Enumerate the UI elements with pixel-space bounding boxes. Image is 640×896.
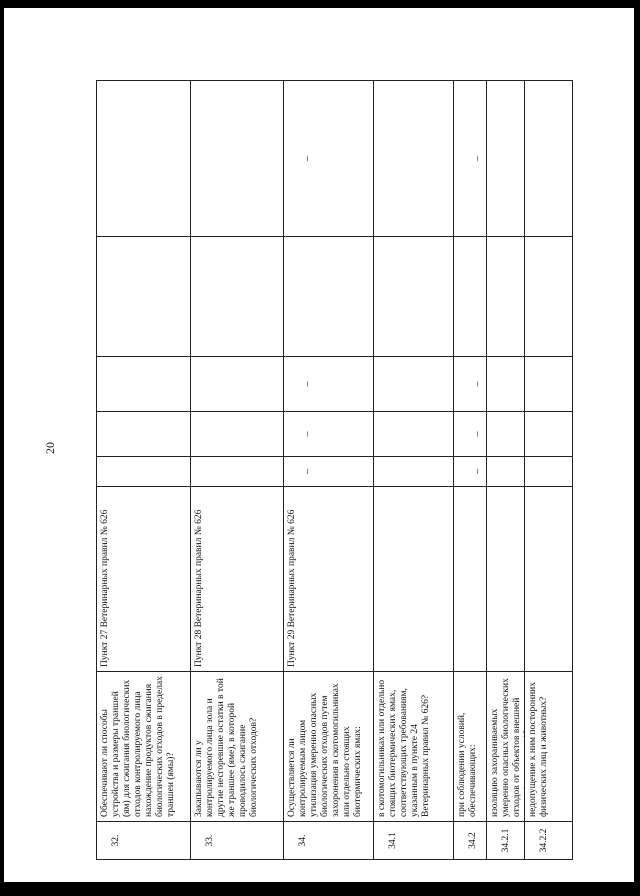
answer-mark-cell — [191, 237, 283, 357]
table-row — [284, 80, 374, 860]
scan-border-top — [0, 0, 640, 8]
answer-mark-cell — [191, 457, 283, 487]
legal-reference-cell: Пункт 27 Ветеринарных правил № 626 — [97, 487, 190, 672]
answer-mark-cell — [191, 80, 283, 237]
answer-mark-cell — [487, 412, 524, 457]
answer-mark-cell — [191, 357, 283, 412]
answer-mark-cell: – — [284, 357, 373, 412]
legal-reference-cell — [454, 487, 486, 672]
answer-mark-cell — [284, 237, 373, 357]
question-cell: Обеспечивают ли способы устройства и размеры траншей (ям) для сжигания биологических отходов контролируемого лица нахождение продуктов сжигания биологических отходов в пределах траншеи (ямы)? — [97, 672, 190, 822]
answer-mark-cell: – — [454, 412, 486, 457]
row-number-cell: 34.2 — [454, 822, 486, 860]
question-cell: Закапываются ли у контролируемого лица зола и другие несгоревшие остатки в той же траншее (яме), в которой проводилось сжигание биологических отходов? — [191, 672, 283, 822]
answer-mark-cell — [374, 357, 453, 412]
legal-reference-cell: Пункт 29 Ветеринарных правил № 626 — [284, 487, 373, 672]
answer-mark-cell — [525, 237, 572, 357]
table-row — [191, 80, 284, 860]
table-row — [525, 80, 573, 860]
answer-mark-cell: – — [454, 457, 486, 487]
answer-mark-cell — [487, 357, 524, 412]
row-number-cell: 34.1 — [374, 822, 453, 860]
legal-reference-cell: Пункт 28 Ветеринарных правил № 626 — [191, 487, 283, 672]
answer-mark-cell — [525, 457, 572, 487]
answer-mark-cell — [487, 80, 524, 237]
answer-mark-cell: – — [284, 412, 373, 457]
legal-reference-cell — [374, 487, 453, 672]
question-cell: Осуществляется ли контролируемым лицом утилизация умеренно опасных биологических отходов путем захоронения в скотомогильниках или отдельно стоящих биотермических ямах: — [284, 672, 373, 822]
question-cell: при соблюдении условий, обеспечивающих: — [454, 672, 486, 822]
question-cell: изоляцию захораниваемых умеренно опасных биологических отходов от объектов внешней — [487, 672, 524, 822]
table-row — [96, 80, 191, 860]
answer-mark-cell — [97, 457, 190, 487]
question-cell: в скотомогильниках или отдельно стоящих биотермических ямах, соответствующих требованиям, указанным в пункте 24 Ветеринарных правил № 626? — [374, 672, 453, 822]
table-row — [487, 80, 525, 860]
legal-reference-cell — [487, 487, 524, 672]
row-number-cell: 32. — [97, 822, 190, 860]
checklist-table-wrapper — [96, 80, 604, 860]
answer-mark-cell — [97, 412, 190, 457]
answer-mark-cell: – — [284, 457, 373, 487]
answer-mark-cell — [525, 80, 572, 237]
answer-mark-cell: – — [284, 80, 373, 237]
answer-mark-cell — [97, 237, 190, 357]
answer-mark-cell: – — [454, 357, 486, 412]
answer-mark-cell — [97, 80, 190, 237]
answer-mark-cell — [97, 357, 190, 412]
answer-mark-cell — [525, 357, 572, 412]
row-number-cell: 34.2.1 — [487, 822, 524, 860]
answer-mark-cell — [374, 80, 453, 237]
answer-mark-cell — [374, 237, 453, 357]
scan-border-right — [634, 0, 640, 896]
answer-mark-cell — [525, 412, 572, 457]
scan-border-left — [0, 0, 4, 896]
answer-mark-cell — [374, 412, 453, 457]
legal-reference-cell — [525, 487, 572, 672]
scan-border-bottom — [0, 882, 640, 896]
answer-mark-cell — [454, 237, 486, 357]
table-row — [374, 80, 454, 860]
answer-mark-cell — [374, 457, 453, 487]
answer-mark-cell: – — [454, 80, 486, 237]
row-number-cell: 33. — [191, 822, 283, 860]
page-number: 20 — [43, 442, 57, 454]
row-number-cell: 34.2.2 — [525, 822, 572, 860]
checklist-table — [96, 80, 604, 860]
answer-mark-cell — [487, 237, 524, 357]
answer-mark-cell — [191, 412, 283, 457]
question-cell: недопущение к ним посторонних физических лиц и животных? — [525, 672, 572, 822]
table-row — [454, 80, 487, 860]
answer-mark-cell — [487, 457, 524, 487]
row-number-cell: 34. — [284, 822, 373, 860]
